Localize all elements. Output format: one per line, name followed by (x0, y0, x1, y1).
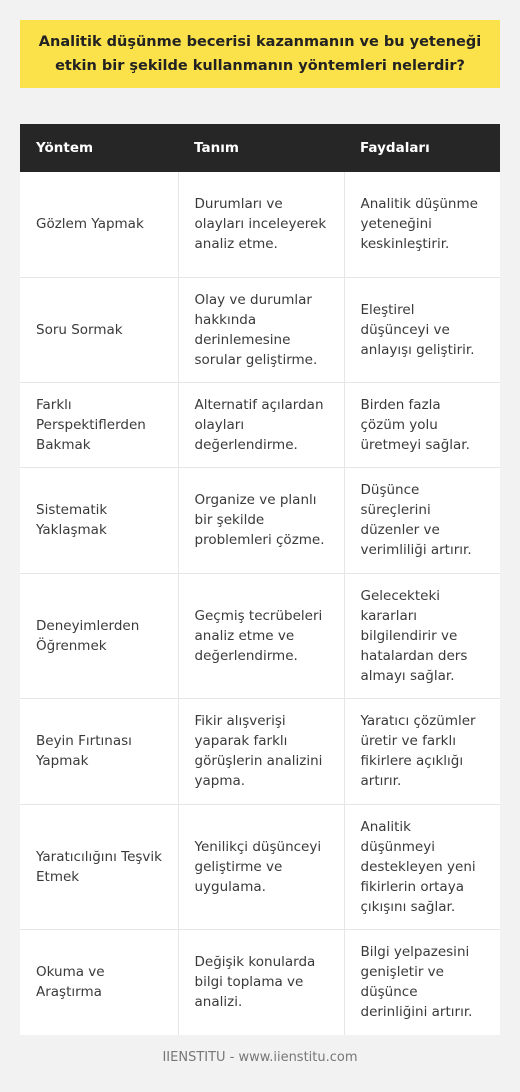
header-definition: Tanım (178, 124, 344, 172)
cell-method: Beyin Fırtınası Yapmak (20, 698, 178, 804)
cell-definition: Fikir alışverişi yaparak farklı görüşlerin analizini yapma. (178, 698, 344, 804)
cell-definition: Değişik konularda bilgi toplama ve analizi. (178, 929, 344, 1035)
table-row (20, 172, 500, 277)
cell-benefits: Gelecekteki kararları bilgilendirir ve hatalardan ders almayı sağlar. (344, 573, 500, 698)
header-benefits: Faydaları (344, 124, 500, 172)
cell-benefits: Birden fazla çözüm yolu üretmeyi sağlar. (344, 382, 500, 467)
cell-benefits: Analitik düşünmeyi destekleyen yeni fikirlerin ortaya çıkışını sağlar. (344, 804, 500, 929)
cell-method: Yaratıcılığını Teşvik Etmek (20, 804, 178, 929)
page-title: Analitik düşünme becerisi kazanmanın ve bu yeteneği etkin bir şekilde kullanmanın yöntemleri nelerdir? (38, 34, 482, 74)
cell-definition: Geçmiş tecrübeleri analiz etme ve değerlendirme. (178, 573, 344, 698)
cell-definition: Yenilikçi düşünceyi geliştirme ve uygulama. (178, 804, 344, 929)
table-row (20, 277, 500, 382)
header-method: Yöntem (20, 124, 178, 172)
cell-definition: Olay ve durumlar hakkında derinlemesine sorular geliştirme. (178, 277, 344, 382)
cell-method: Okuma ve Araştırma (36, 964, 105, 1001)
footer-credit: IIENSTITU - www.iienstitu.com (162, 1050, 358, 1065)
cell-method: Farklı Perspektiflerden Bakmak (20, 382, 178, 467)
cell-benefits: Eleştirel düşünceyi ve anlayışı geliştirir. (344, 277, 500, 382)
title-banner (20, 20, 500, 88)
cell-method: Soru Sormak (20, 277, 178, 382)
table-header-row (20, 124, 500, 172)
cell-method: Gözlem Yapmak (20, 172, 178, 277)
cell-definition: Durumları ve olayları inceleyerek analiz etme. (178, 172, 344, 277)
table-row (20, 573, 500, 698)
cell-benefits: Analitik düşünme yeteneğini keskinleştirir. (344, 172, 500, 277)
table-row (20, 698, 500, 804)
cell-definition: Organize ve planlı bir şekilde problemleri çözme. (178, 467, 344, 573)
cell-benefits: Bilgi yelpazesini genişletir ve düşünce derinliğini artırır. (344, 929, 500, 1035)
table-row (20, 929, 500, 1035)
table-row (20, 382, 500, 467)
cell-method: Deneyimlerden Öğrenmek (20, 573, 178, 698)
table-row (20, 467, 500, 573)
cell-benefits: Yaratıcı çözümler üretir ve farklı fikirlere açıklığı artırır. (344, 698, 500, 804)
table-row (20, 804, 500, 929)
cell-method: Sistematik Yaklaşmak (20, 467, 178, 573)
cell-benefits: Düşünce süreçlerini düzenler ve verimliliği artırır. (344, 467, 500, 573)
cell-definition: Alternatif açılardan olayları değerlendirme. (178, 382, 344, 467)
methods-table (20, 124, 500, 1035)
